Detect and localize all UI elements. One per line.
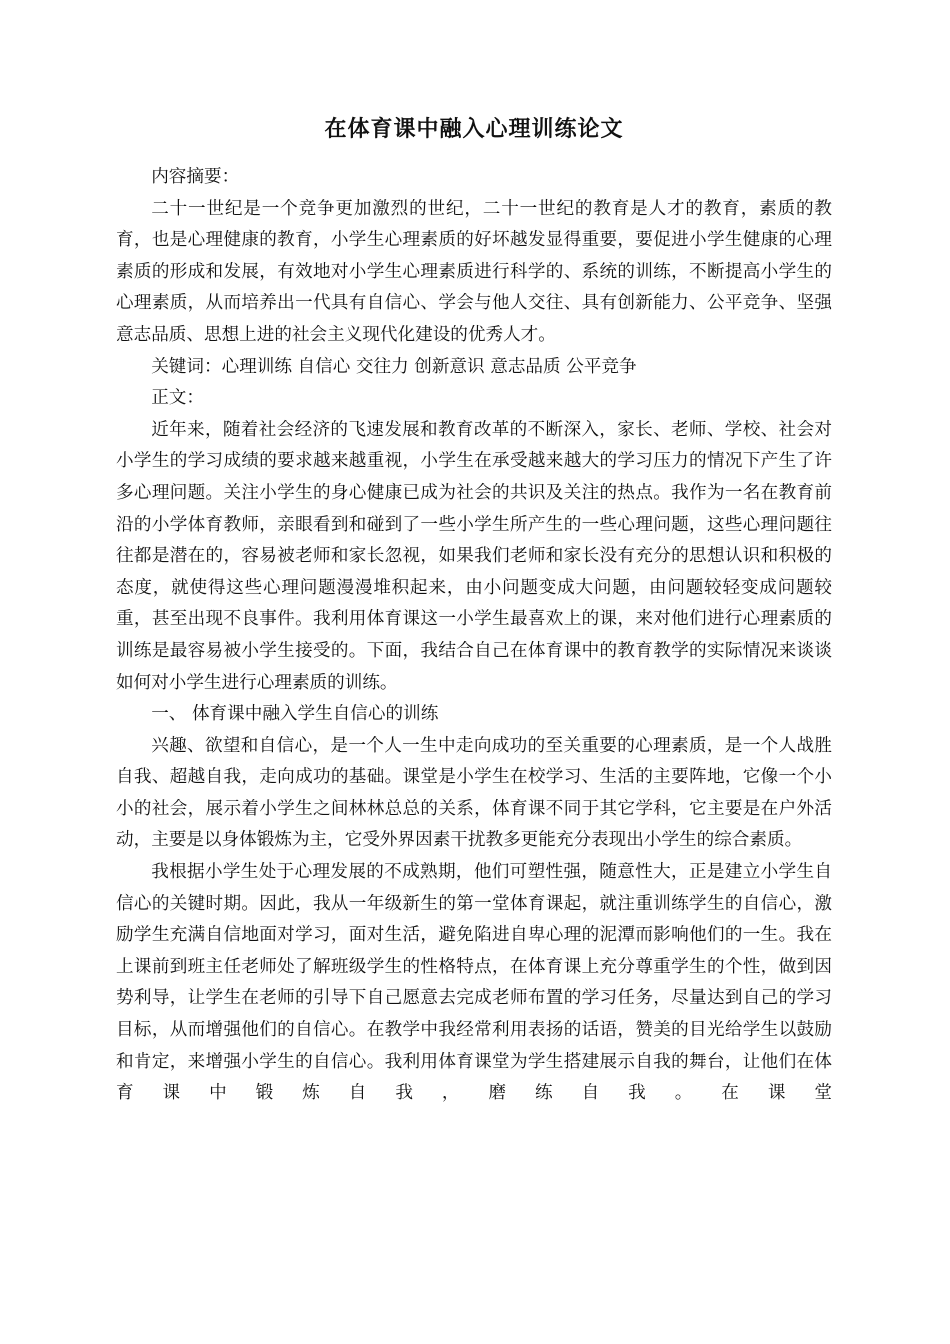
section-heading-1: 一、 体育课中融入学生自信心的训练 [151, 704, 439, 725]
keywords: 关键词：心理训练 自信心 交往力 创新意识 意志品质 公平竞争 [151, 356, 637, 377]
abstract-heading: 内容摘要： [151, 167, 240, 187]
abstract-body: 二十一世纪是一个竞争更加激烈的世纪，二十一世纪的教育是人才的教育，素质的教育，也是心理健康的教育，小学生心理素质的好坏越发显得重要，要促进小学生健康的心理素质的形成和发展，有效地对小学生心理素质进行科学的、系统的训练，不断提高小学生的心理素质，从而培养出一代具有自信心、学会与他人交往、具有创新能力、公平竞争、坚强意志品质、思想上进的社会主义现代化建设的优秀人才。 [116, 198, 832, 345]
document-title: 在体育课中融入心理训练论文 [324, 117, 624, 142]
body-heading: 正文： [151, 388, 204, 409]
section-1-paragraph-1: 兴趣、欲望和自信心，是一个人一生中走向成功的至关重要的心理素质，是一个人战胜自我、超越自我，走向成功的基础。课堂是小学生在校学习、生活的主要阵地，它像一个小小的社会，展示着小学生之间林林总总的关系，体育课不同于其它学科，它主要是在户外活动，主要是以身体锻炼为主，它受外界因素干扰教多更能充分表现出小学生的综合素质。 [116, 735, 832, 851]
intro-paragraph: 近年来，随着社会经济的飞速发展和教育改革的不断深入，家长、老师、学校、社会对小学生的学习成绩的要求越来越重视，小学生在承受越来越大的学习压力的情况下产生了许多心理问题。关注小学生的身心健康已成为社会的共识及关注的热点。我作为一名在教育前沿的小学体育教师，亲眼看到和碰到了一些小学生所产生的一些心理问题，这些心理问题往往都是潜在的，容易被老师和家长忽视，如果我们老师和家长没有充分的思想认识和积极的态度，就使得这些心理问题漫漫堆积起来，由小问题变成大问题，由问题较轻变成问题较重，甚至出现不良事件。我利用体育课这一小学生最喜欢上的课，来对他们进行心理素质的训练是最容易被小学生接受的。下面，我结合自己在体育课中的教育教学的实际情况来谈谈如何对小学生进行心理素质的训练。 [116, 419, 832, 693]
section-1-paragraph-2: 我根据小学生处于心理发展的不成熟期，他们可塑性强，随意性大，正是建立小学生自信心的关键时期。因此，我从一年级新生的第一堂体育课起，就注重训练学生的自信心，激励学生充满自信地面对学习，面对生活，避免陷进自卑心理的泥潭而影响他们的一生。我在上课前到班主任老师处了解班级学生的性格特点，在体育课上充分尊重学生的个性，做到因势利导，让学生在老师的引导下自己愿意去完成老师布置的学习任务，尽量达到自己的学习目标，从而增强他们的自信心。在教学中我经常利用表扬的话语，赞美的目光给学生以鼓励和肯定，来增强小学生的自信心。我利用体育课堂为学生搭建展示自我的舞台，让他们在体育课中锻炼自我，磨练自我。在课堂 [116, 862, 832, 1104]
